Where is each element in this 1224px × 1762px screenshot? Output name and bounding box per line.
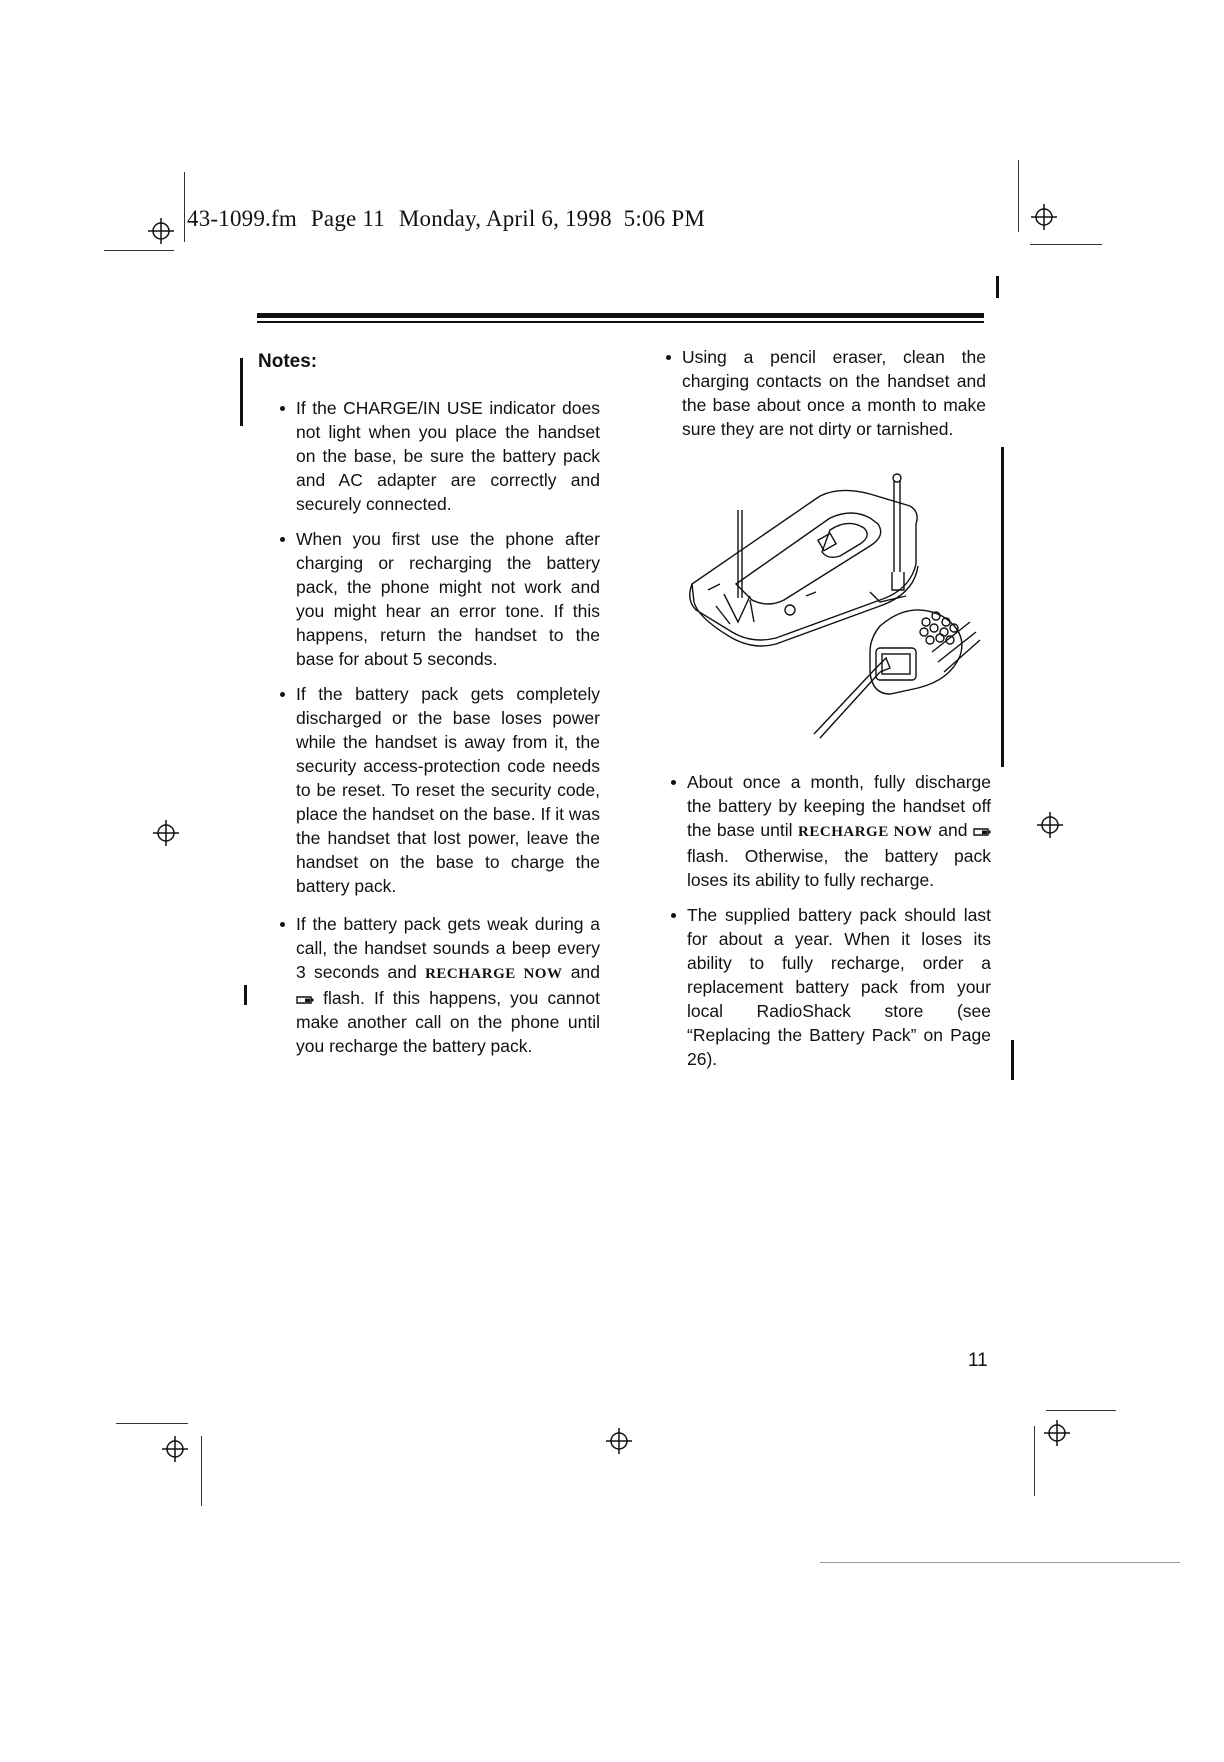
- tips-list-top: [662, 345, 986, 452]
- change-bar: [1001, 447, 1004, 767]
- list-item: [276, 682, 600, 898]
- change-bar: [240, 358, 243, 426]
- tip-text-part: About once a month, fully discharge the battery by keeping the handset off the base until: [687, 772, 991, 840]
- list-item: [667, 903, 991, 1071]
- tip-text-part: and: [938, 820, 968, 840]
- note-text: [296, 912, 600, 1058]
- crop-mark: [104, 250, 174, 251]
- registration-mark-icon: [162, 1436, 188, 1462]
- note-text: If the CHARGE/IN USE indicator does not light when you place the handset on the base, be sure the battery pack and AC adapter are correctly and securely connected.: [296, 398, 600, 514]
- recharge-now-indicator: RECHARGE NOW: [798, 824, 933, 840]
- list-item: [276, 912, 600, 1058]
- battery-low-icon: [973, 827, 991, 836]
- crop-mark: [1046, 1410, 1116, 1411]
- print-header: [187, 206, 705, 232]
- header-filename: 43-1099.fm: [187, 206, 297, 231]
- registration-mark-icon: [1031, 204, 1057, 230]
- change-bar: [996, 276, 999, 298]
- list-item: [276, 527, 600, 671]
- notes-list: [276, 396, 600, 1069]
- tip-text-part: flash. Otherwise, the battery pack loses its ability to fully recharge.: [687, 846, 991, 890]
- crop-mark: [116, 1423, 188, 1424]
- tip-text: Using a pencil eraser, clean the charging contacts on the handset and the base about once a month to make sure they are not dirty or tarnished.: [682, 347, 986, 439]
- top-rule: [257, 313, 984, 318]
- crop-mark: [1034, 1426, 1035, 1496]
- list-item: [662, 345, 986, 441]
- header-page-label: Page 11: [310, 206, 385, 231]
- change-bar: [1011, 1040, 1014, 1080]
- registration-mark-icon: [1044, 1420, 1070, 1446]
- note-text-part: flash. If this happens, you cannot make another call on the phone until you recharge the battery pack.: [296, 988, 600, 1056]
- note-text: When you first use the phone after charging or recharging the battery pack, the phone might not work and you might hear an error tone. If this happens, return the handset to the base for about 5 seconds.: [296, 529, 600, 669]
- list-item: [667, 770, 991, 892]
- list-item: [276, 396, 600, 516]
- registration-mark-icon: [1037, 812, 1063, 838]
- note-text: If the battery pack gets completely discharged or the base loses power while the handset is away from it, the security access-protection code needs to be reset. To reset the security code, place the handset on the base. If it was the handset that lost power, leave the handset on the base to charge the battery pack.: [296, 684, 600, 896]
- tip-text: The supplied battery pack should last for about a year. When it loses its ability to fully recharge, order a replacement battery pack from your local RadioShack store (see “Replacing the Battery Pack” on Page 26).: [687, 905, 991, 1069]
- crop-mark: [184, 172, 185, 242]
- battery-low-icon: [296, 995, 314, 1004]
- change-bar: [244, 985, 247, 1005]
- registration-mark-icon: [148, 218, 174, 244]
- phone-base-and-handset-illustration: [680, 472, 1000, 744]
- registration-mark-icon: [153, 820, 179, 846]
- crop-mark: [1018, 160, 1019, 232]
- crop-mark: [201, 1436, 202, 1506]
- notes-title: Notes:: [258, 351, 318, 372]
- crop-mark: [1030, 244, 1102, 245]
- registration-mark-icon: [163, 1736, 189, 1762]
- note-text-part: and: [570, 962, 600, 982]
- recharge-now-indicator: RECHARGE NOW: [425, 966, 563, 982]
- registration-mark-icon: [606, 1428, 632, 1454]
- note-text-part: If the battery pack gets weak during a call, the handset sounds a beep every 3 seconds and: [296, 914, 600, 982]
- top-rule-thin: [257, 321, 984, 323]
- tips-list-bottom: [667, 770, 991, 1082]
- scan-edge-line: [820, 1562, 1180, 1563]
- header-datetime: Monday, April 6, 1998 5:06 PM: [398, 206, 705, 231]
- tip-text: [687, 770, 991, 892]
- page-number: 11: [968, 1350, 988, 1371]
